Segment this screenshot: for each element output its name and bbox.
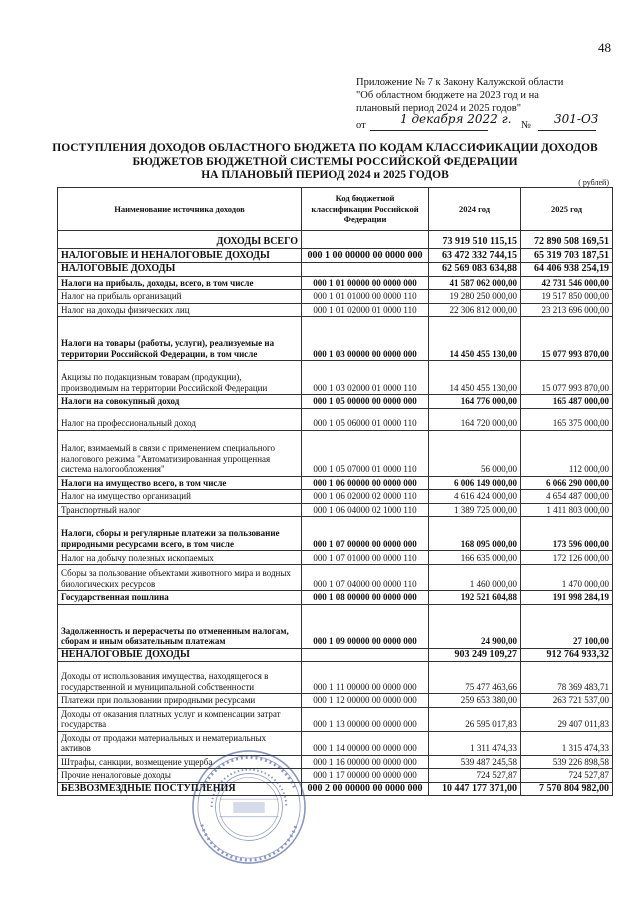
- row-code: 000 1 05 00000 00 0000 000: [302, 395, 429, 409]
- table-row: [58, 303, 613, 317]
- row-code: 000 1 07 00000 00 0000 000: [302, 517, 429, 551]
- table-header-row: [58, 188, 613, 231]
- row-value-2024: 539 487 245,58: [429, 755, 521, 769]
- number-underline: [538, 130, 596, 131]
- row-value-2024: 56 000,00: [429, 430, 521, 476]
- row-value-2024: 164 776 000,00: [429, 395, 521, 409]
- row-value-2024: 14 450 455 130,00: [429, 361, 521, 395]
- row-code: 000 1 03 02000 01 0000 110: [302, 361, 429, 395]
- page-number: 48: [598, 40, 611, 55]
- row-name: Доходы от оказания платных услуг и компенсации затрат государства: [58, 707, 302, 731]
- row-value-2024: 192 521 604,88: [429, 591, 521, 605]
- row-value-2024: 41 587 062 000,00: [429, 276, 521, 290]
- row-name: Налоги, сборы и регулярные платежи за пользование природными ресурсами всего, в том числе: [58, 517, 302, 551]
- row-name: Налог, взимаемый в связи с применением специального налогового режима "Автоматизированная упрощенная система налогообложения": [58, 430, 302, 476]
- row-value-2025: 4 654 487 000,00: [521, 490, 613, 504]
- row-name: Транспортный налог: [58, 503, 302, 517]
- row-name: Налоги на товары (работы, услуги), реализуемые на территории Российской Федерации, в том числе: [58, 317, 302, 361]
- row-value-2024: 6 006 149 000,00: [429, 476, 521, 490]
- row-value-2025: 72 890 508 169,51: [521, 231, 613, 249]
- row-name: Налог на добычу полезных ископаемых: [58, 551, 302, 565]
- row-value-2025: 19 517 850 000,00: [521, 290, 613, 304]
- table-row: [58, 503, 613, 517]
- row-value-2024: 903 249 109,27: [429, 648, 521, 662]
- header-year-2025: 2025 год: [521, 188, 613, 231]
- table-row: [58, 782, 613, 796]
- row-value-2025: 65 319 703 187,51: [521, 249, 613, 263]
- row-value-2025: 1 315 474,33: [521, 731, 613, 755]
- row-value-2024: 259 653 380,00: [429, 694, 521, 708]
- row-name: Задолженность и перерасчеты по отмененным налогам, сборам и иным обязательным платежам: [58, 604, 302, 648]
- unit-label: ( рублей): [578, 178, 609, 187]
- table-row: [58, 231, 613, 249]
- row-value-2024: 22 306 812 000,00: [429, 303, 521, 317]
- row-name: Налог на имущество организаций: [58, 490, 302, 504]
- row-value-2025: 172 126 000,00: [521, 551, 613, 565]
- row-value-2024: 4 616 424 000,00: [429, 490, 521, 504]
- row-value-2025: 1 411 803 000,00: [521, 503, 613, 517]
- row-code: 000 2 00 00000 00 0000 000: [302, 782, 429, 796]
- row-code: 000 1 11 00000 00 0000 000: [302, 662, 429, 694]
- row-value-2024: 14 450 455 130,00: [429, 317, 521, 361]
- row-value-2025: 64 406 938 254,19: [521, 263, 613, 277]
- row-name: Налог на профессиональный доход: [58, 408, 302, 430]
- table-row: [58, 755, 613, 769]
- row-code: 000 1 06 00000 00 0000 000: [302, 476, 429, 490]
- row-code: 000 1 13 00000 00 0000 000: [302, 707, 429, 731]
- table-row: [58, 591, 613, 605]
- row-value-2025: 1 470 000,00: [521, 565, 613, 591]
- table-row: [58, 276, 613, 290]
- row-code: 000 1 12 00000 00 0000 000: [302, 694, 429, 708]
- row-value-2024: 164 720 000,00: [429, 408, 521, 430]
- row-code: 000 1 06 02000 02 0000 110: [302, 490, 429, 504]
- row-value-2025: 15 077 993 870,00: [521, 317, 613, 361]
- number-sign: №: [521, 120, 532, 131]
- row-value-2025: 42 731 546 000,00: [521, 276, 613, 290]
- document-title: [50, 142, 600, 183]
- row-code: 000 1 03 00000 00 0000 000: [302, 317, 429, 361]
- row-name: Прочие неналоговые доходы: [58, 769, 302, 783]
- row-code: [302, 648, 429, 662]
- row-value-2024: 10 447 177 371,00: [429, 782, 521, 796]
- row-value-2024: 1 389 725 000,00: [429, 503, 521, 517]
- row-value-2025: 912 764 933,32: [521, 648, 613, 662]
- row-code: 000 1 07 01000 00 0000 110: [302, 551, 429, 565]
- table-row: [58, 707, 613, 731]
- row-name: НЕНАЛОГОВЫЕ ДОХОДЫ: [58, 648, 302, 662]
- row-name: Налог на доходы физических лиц: [58, 303, 302, 317]
- appendix-line-3: плановый период 2024 и 2025 годов": [356, 103, 522, 114]
- table-row: [58, 263, 613, 277]
- row-value-2025: 6 066 290 000,00: [521, 476, 613, 490]
- row-name: Налоги на прибыль, доходы, всего, в том числе: [58, 276, 302, 290]
- law-number: 301-ОЗ: [554, 112, 599, 126]
- row-name: НАЛОГОВЫЕ И НЕНАЛОГОВЫЕ ДОХОДЫ: [58, 249, 302, 263]
- row-code: 000 1 01 00000 00 0000 000: [302, 276, 429, 290]
- table-row: [58, 648, 613, 662]
- row-value-2025: 539 226 898,58: [521, 755, 613, 769]
- appendix-header: [356, 76, 606, 133]
- row-value-2024: 724 527,87: [429, 769, 521, 783]
- row-code: 000 1 01 01000 00 0000 110: [302, 290, 429, 304]
- row-code: 000 1 00 00000 00 0000 000: [302, 249, 429, 263]
- table-row: [58, 317, 613, 361]
- revenue-table: [57, 187, 613, 796]
- table-row: [58, 249, 613, 263]
- table-row: [58, 490, 613, 504]
- row-name: Штрафы, санкции, возмещение ущерба: [58, 755, 302, 769]
- row-value-2025: 27 100,00: [521, 604, 613, 648]
- title-line-3: НА ПЛАНОВЫЙ ПЕРИОД 2024 и 2025 ГОДОВ: [201, 169, 449, 181]
- row-code: 000 1 01 02000 01 0000 110: [302, 303, 429, 317]
- table-row: [58, 361, 613, 395]
- table-row: [58, 694, 613, 708]
- row-code: 000 1 06 04000 02 1000 110: [302, 503, 429, 517]
- row-value-2025: 15 077 993 870,00: [521, 361, 613, 395]
- row-code: 000 1 09 00000 00 0000 000: [302, 604, 429, 648]
- header-classification-code: Код бюджетной классификации Российской Федерации: [302, 188, 429, 231]
- row-value-2025: 724 527,87: [521, 769, 613, 783]
- row-code: 000 1 07 04000 00 0000 110: [302, 565, 429, 591]
- row-code: 000 1 05 06000 01 0000 110: [302, 408, 429, 430]
- table-row: [58, 769, 613, 783]
- title-line-2: БЮДЖЕТОВ БЮДЖЕТНОЙ СИСТЕМЫ РОССИЙСКОЙ ФЕДЕРАЦИИ: [132, 155, 518, 168]
- row-value-2024: 19 280 250 000,00: [429, 290, 521, 304]
- row-value-2025: 7 570 804 982,00: [521, 782, 613, 796]
- date-underline: [370, 130, 488, 131]
- row-code: 000 1 17 00000 00 0000 000: [302, 769, 429, 783]
- table-row: [58, 430, 613, 476]
- row-name: Доходы от использования имущества, находящегося в государственной и муниципальной собственности: [58, 662, 302, 694]
- row-value-2025: 165 375 000,00: [521, 408, 613, 430]
- row-value-2025: 263 721 537,00: [521, 694, 613, 708]
- row-code: [302, 231, 429, 249]
- appendix-line-1: Приложение № 7 к Закону Калужской области: [356, 77, 564, 88]
- row-value-2024: 24 900,00: [429, 604, 521, 648]
- row-name: Платежи при пользовании природными ресурсами: [58, 694, 302, 708]
- row-name: ДОХОДЫ ВСЕГО: [58, 231, 302, 249]
- row-value-2025: 78 369 483,71: [521, 662, 613, 694]
- row-code: [302, 263, 429, 277]
- row-name: Сборы за пользование объектами животного мира и водных биологических ресурсов: [58, 565, 302, 591]
- row-value-2025: 173 596 000,00: [521, 517, 613, 551]
- row-name: БЕЗВОЗМЕЗДНЫЕ ПОСТУПЛЕНИЯ: [58, 782, 302, 796]
- row-name: Налоги на имущество всего, в том числе: [58, 476, 302, 490]
- table-row: [58, 604, 613, 648]
- row-value-2024: 166 635 000,00: [429, 551, 521, 565]
- header-year-2024: 2024 год: [429, 188, 521, 231]
- law-date: 1 декабря 2022 г.: [400, 112, 512, 126]
- law-date-line: [356, 112, 606, 133]
- row-code: 000 1 16 00000 00 0000 000: [302, 755, 429, 769]
- row-value-2025: 29 407 011,83: [521, 707, 613, 731]
- row-name: НАЛОГОВЫЕ ДОХОДЫ: [58, 263, 302, 277]
- row-name: Акцизы по подакцизным товарам (продукции), производимым на территории Российской Федерации: [58, 361, 302, 395]
- table-row: [58, 290, 613, 304]
- row-value-2024: 73 919 510 115,15: [429, 231, 521, 249]
- row-name: Налоги на совокупный доход: [58, 395, 302, 409]
- table-row: [58, 476, 613, 490]
- row-value-2024: 1 311 474,33: [429, 731, 521, 755]
- row-value-2024: 1 460 000,00: [429, 565, 521, 591]
- official-seal: [190, 748, 308, 866]
- table-row: [58, 731, 613, 755]
- row-value-2025: 23 213 696 000,00: [521, 303, 613, 317]
- row-code: 000 1 14 00000 00 0000 000: [302, 731, 429, 755]
- row-name: Налог на прибыль организаций: [58, 290, 302, 304]
- title-line-1: ПОСТУПЛЕНИЯ ДОХОДОВ ОБЛАСТНОГО БЮДЖЕТА ПО КОДАМ КЛАССИФИКАЦИИ ДОХОДОВ: [52, 142, 598, 154]
- row-value-2024: 75 477 463,66: [429, 662, 521, 694]
- appendix-line-2: "Об областном бюджете на 2023 год и на: [356, 90, 539, 101]
- row-value-2025: 112 000,00: [521, 430, 613, 476]
- row-code: 000 1 08 00000 00 0000 000: [302, 591, 429, 605]
- row-value-2024: 168 095 000,00: [429, 517, 521, 551]
- table-row: [58, 565, 613, 591]
- row-value-2024: 63 472 332 744,15: [429, 249, 521, 263]
- row-value-2024: 26 595 017,83: [429, 707, 521, 731]
- table-row: [58, 395, 613, 409]
- row-value-2025: 191 998 284,19: [521, 591, 613, 605]
- row-value-2024: 62 569 083 634,88: [429, 263, 521, 277]
- table-row: [58, 517, 613, 551]
- table-row: [58, 408, 613, 430]
- header-source-name: Наименование источника доходов: [58, 188, 302, 231]
- from-label: от: [356, 120, 366, 131]
- row-name: Доходы от продажи материальных и нематериальных активов: [58, 731, 302, 755]
- row-code: 000 1 05 07000 01 0000 110: [302, 430, 429, 476]
- row-name: Государственная пошлина: [58, 591, 302, 605]
- table-row: [58, 551, 613, 565]
- row-value-2025: 165 487 000,00: [521, 395, 613, 409]
- table-row: [58, 662, 613, 694]
